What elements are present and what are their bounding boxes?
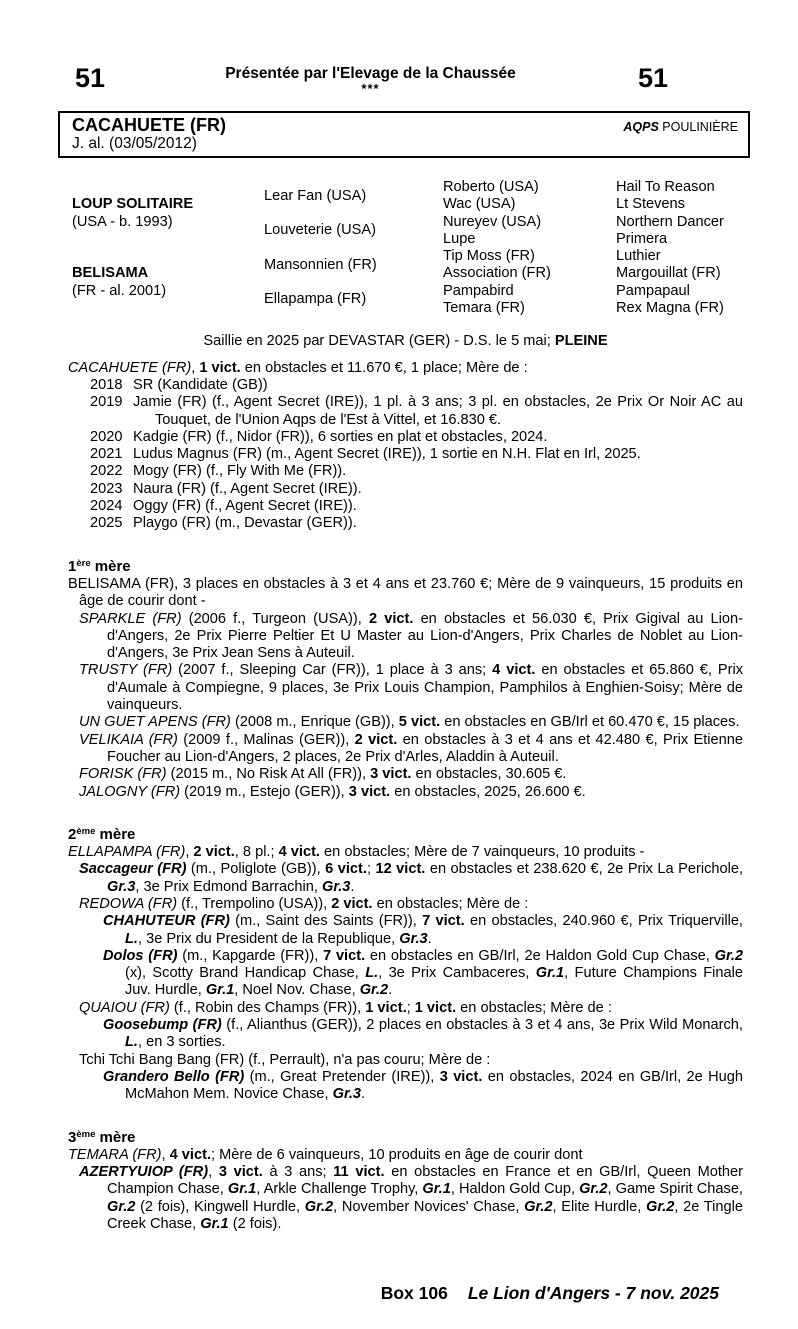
pedigree-generation3 (443, 179, 616, 317)
produce-foal: Mogy (FR) (f., Fly With Me (FR)). (133, 463, 347, 480)
paragraph-ellapampa: ELLAPAMPA (FR), 2 vict., 8 pl.; 4 vict. en obstacles; Mère de 7 vainqueurs, 10 produits - (68, 844, 645, 861)
produce-foal: Oggy (FR) (f., Agent Secret (IRE)). (133, 498, 357, 515)
lot-number-right: 51 (637, 63, 669, 93)
produce-foal: Ludus Magnus (FR) (m., Agent Secret (IRE)), 1 sortie en N.H. Flat en Irl, 2025. (133, 446, 641, 463)
pedigree-dam-cell (68, 248, 264, 317)
produce-row-2022 (68, 463, 743, 480)
pedigree-generation2 (264, 179, 443, 317)
paragraph-velikaia: VELIKAIA (FR) (2009 f., Malinas (GER)), 2 vict. en obstacles à 3 et 4 ans et 42.480 €, Prix Etienne Foucher au Lion-d'Angers, 2 places, 2e Prix d'Arles, Aladdin à Auteuil. (79, 731, 743, 765)
second-dam-section (68, 823, 743, 1104)
paragraph-azertyuiop: AZERTYUIOP (FR), 3 vict. à 3 ans; 11 vict. en obstacles en France et en GB/Irl, Queen Mother Champion Chase, Gr.1, Arkle Challenge Trophy, Gr.1, Haldon Gold Cup, Gr.2, Game Spirit Chase, Gr.2 (2 fois), Kingwell Hurdle, Gr.2, November Novices' Chase, Gr.2, Elite Hurdle, Gr.2, 2e Tingle Creek Chase, Gr.1 (2 fois). (79, 1164, 744, 1233)
dam-name: BELISAMA (72, 265, 149, 282)
paragraph-quaiou: QUAIOU (FR) (f., Robin des Champs (FR)), 1 vict.; 1 vict. en obstacles; Mère de : (79, 999, 612, 1016)
sire-name: LOUP SOLITAIRE (72, 196, 194, 213)
produce-year: 2025 (90, 515, 123, 532)
produce-foal: Playgo (FR) (m., Devastar (GER)). (133, 515, 357, 532)
produce-year: 2021 (90, 446, 123, 463)
pedigree-ancestor: Mansonnien (FR) (264, 256, 377, 273)
page-footer (68, 1285, 743, 1302)
paragraph-belisama: BELISAMA (FR), 3 places en obstacles à 3 et 4 ans et 23.760 €; Mère de 9 vainqueurs, 15 produits en âge de courir dont - (68, 575, 743, 610)
pedigree-ancestor: Wac (USA) (443, 196, 516, 213)
paragraph-sparkle: SPARKLE (FR) (2006 f., Turgeon (USA)), 2 vict. en obstacles et 56.030 €, Prix Gigival au Lion-d'Angers, 2e Prix Pierre Peltier Et U Master au Lion-d'Angers, Prix Charles de Noblet au Lion-d'Angers, 3e Prix Jean Sens à Auteuil. (79, 610, 743, 662)
dam-detail: (FR - al. 2001) (72, 282, 167, 299)
page-header (68, 64, 743, 95)
first-dam-heading: 1ère mère (68, 557, 131, 575)
horse-birth-details: J. al. (03/05/2012) (72, 135, 197, 152)
third-dam-heading: 3ème mère (68, 1128, 136, 1146)
paragraph-un-guet-apens: UN GUET APENS (FR) (2008 m., Enrique (GB)), 5 vict. en obstacles en GB/Irl et 60.470 €, 15 places. (79, 714, 740, 731)
paragraph-goosebump: Goosebump (FR) (f., Alianthus (GER)), 2 places en obstacles à 3 et 4 ans, 3e Prix Wild Monarch, L., en 3 sorties. (103, 1017, 743, 1051)
pedigree-ancestor: Lupe (443, 230, 476, 247)
sale-venue-date: Le Lion d'Angers - 7 nov. 2025 (467, 1283, 719, 1304)
produce-year: 2022 (90, 463, 123, 480)
pedigree-ancestor: Lt Stevens (616, 196, 685, 213)
produce-row-2023 (68, 481, 743, 498)
produce-foal: Jamie (FR) (f., Agent Secret (IRE)), 1 pl. à 3 ans; 3 pl. en obstacles, 2e Prix Or Noir AC au Touquet, de l'Union Aqps de l'Est à Vittel, et 16.830 €. (133, 394, 743, 428)
pedigree-ancestor: Nureyev (USA) (443, 213, 542, 230)
pedigree-ancestor: Primera (616, 230, 668, 247)
box-number: Box 106 (380, 1283, 448, 1304)
paragraph-chahuteur: CHAHUTEUR (FR) (m., Saint des Saints (FR)), 7 vict. en obstacles, 240.960 €, Prix Triquerville, L., 3e Prix du President de la Republique, Gr.3. (103, 913, 743, 947)
pedigree-ancestor: Ellapampa (FR) (264, 291, 367, 308)
studbook-category-label: AQPS POULINIÈRE (623, 120, 738, 134)
pedigree-ancestor: Rex Magna (FR) (616, 300, 724, 317)
paragraph-forisk: FORISK (FR) (2015 m., No Risk At All (FR)), 3 vict. en obstacles, 30.605 €. (79, 766, 567, 783)
produce-foal: Naura (FR) (f., Agent Secret (IRE)). (133, 480, 362, 497)
pedigree-ancestor: Luthier (616, 248, 661, 265)
lot-number-left: 51 (75, 63, 106, 93)
paragraph-trusty: TRUSTY (FR) (2007 f., Sleeping Car (FR)), 1 place à 3 ans; 4 vict. en obstacles et 65.860 €, Prix d'Aumale à Compiegne, 9 places, 3e Prix Louis Champion, Pamphilos à Enghien-Soisy; Mère de vainqueurs. (79, 662, 743, 714)
first-dam-section (68, 555, 743, 801)
paragraph-temara: TEMARA (FR), 4 vict.; Mère de 6 vainqueurs, 10 produits en âge de courir dont (68, 1146, 583, 1163)
pedigree-ancestor: Pampabird (443, 282, 514, 299)
paragraph-jalogny: JALOGNY (FR) (2019 m., Estejo (GER)), 3 vict. en obstacles, 2025, 26.600 €. (79, 783, 586, 800)
produce-row-2024 (68, 498, 743, 515)
covering-statement: Saillie en 2025 par DEVASTAR (GER) - D.S. le 5 mai; PLEINE (203, 333, 608, 350)
pedigree-ancestor: Louveterie (USA) (264, 222, 376, 239)
paragraph-grandero-bello: Grandero Bello (FR) (m., Great Pretender (IRE)), 3 vict. en obstacles, 2024 en GB/Irl, 2e Hugh McMahon Mem. Novice Chase, Gr.3. (103, 1068, 744, 1103)
produce-foal: Kadgie (FR) (f., Nidor (FR)), 6 sorties en plat et obstacles, 2024. (133, 428, 548, 445)
sire-detail: (USA - b. 1993) (72, 213, 173, 230)
pedigree-ancestor: Margouillat (FR) (616, 265, 721, 282)
pedigree-ancestor: Northern Dancer (616, 213, 724, 230)
produce-row-2025 (68, 515, 743, 532)
produce-year: 2024 (90, 498, 123, 515)
paragraph-redowa: REDOWA (FR) (f., Trempolino (USA)), 2 vict. en obstacles; Mère de : (79, 895, 529, 912)
pedigree-ancestor: Roberto (USA) (443, 179, 539, 195)
pedigree-ancestor: Lear Fan (USA) (264, 187, 367, 204)
horse-title-box (58, 111, 750, 158)
produce-year: 2018 (90, 376, 123, 393)
produce-row-2021 (68, 446, 743, 463)
paragraph-dolos: Dolos (FR) (m., Kapgarde (FR)), 7 vict. en obstacles en GB/Irl, 2e Haldon Gold Cup Chase, Gr.2 (x), Scotty Brand Handicap Chase, L., 3e Prix Cambaceres, Gr.1, Future Champions Finale Juv. Hurdle, Gr.1, Noel Nov. Chase, Gr.2. (103, 947, 743, 999)
pedigree-sire-cell (68, 179, 264, 248)
produce-row-2019 (68, 394, 743, 429)
second-dam-heading: 2ème mère (68, 825, 136, 843)
pedigree-ancestor: Hail To Reason (616, 179, 715, 195)
presenter-title: Présentée par l'Elevage de la Chaussée (225, 65, 516, 82)
produce-record (68, 360, 743, 533)
produce-year: 2023 (90, 480, 123, 497)
horse-identity (72, 116, 226, 152)
third-dam-section (68, 1126, 743, 1234)
pedigree-table (68, 179, 743, 317)
produce-row-2018 (68, 377, 743, 394)
produce-year: 2020 (90, 428, 123, 445)
produce-foal: SR (Kandidate (GB)) (133, 376, 268, 393)
produce-year: 2019 (90, 394, 123, 411)
pedigree-generation1 (68, 179, 264, 317)
pedigree-ancestor: Association (FR) (443, 265, 551, 282)
stars-separator: *** (361, 81, 380, 96)
pedigree-generation4 (616, 179, 743, 317)
presenter-block (178, 64, 563, 95)
paragraph-saccageur: Saccageur (FR) (m., Poliglote (GB)), 6 vict.; 12 vict. en obstacles et 238.620 €, 2e Prix La Perichole, Gr.3, 3e Prix Edmond Barrachin, Gr.3. (79, 861, 744, 895)
produce-record-intro: CACAHUETE (FR), 1 vict. en obstacles et 11.670 €, 1 place; Mère de : (68, 359, 528, 376)
pedigree-ancestor: Pampapaul (616, 282, 690, 299)
pedigree-ancestor: Tip Moss (FR) (443, 248, 535, 265)
pedigree-ancestor: Temara (FR) (443, 300, 525, 317)
produce-row-2020 (68, 429, 743, 446)
paragraph-tchi-tchi-bang-bang: Tchi Tchi Bang Bang (FR) (f., Perrault), n'a pas couru; Mère de : (79, 1051, 491, 1068)
horse-name: CACAHUETE (FR) (72, 115, 226, 135)
